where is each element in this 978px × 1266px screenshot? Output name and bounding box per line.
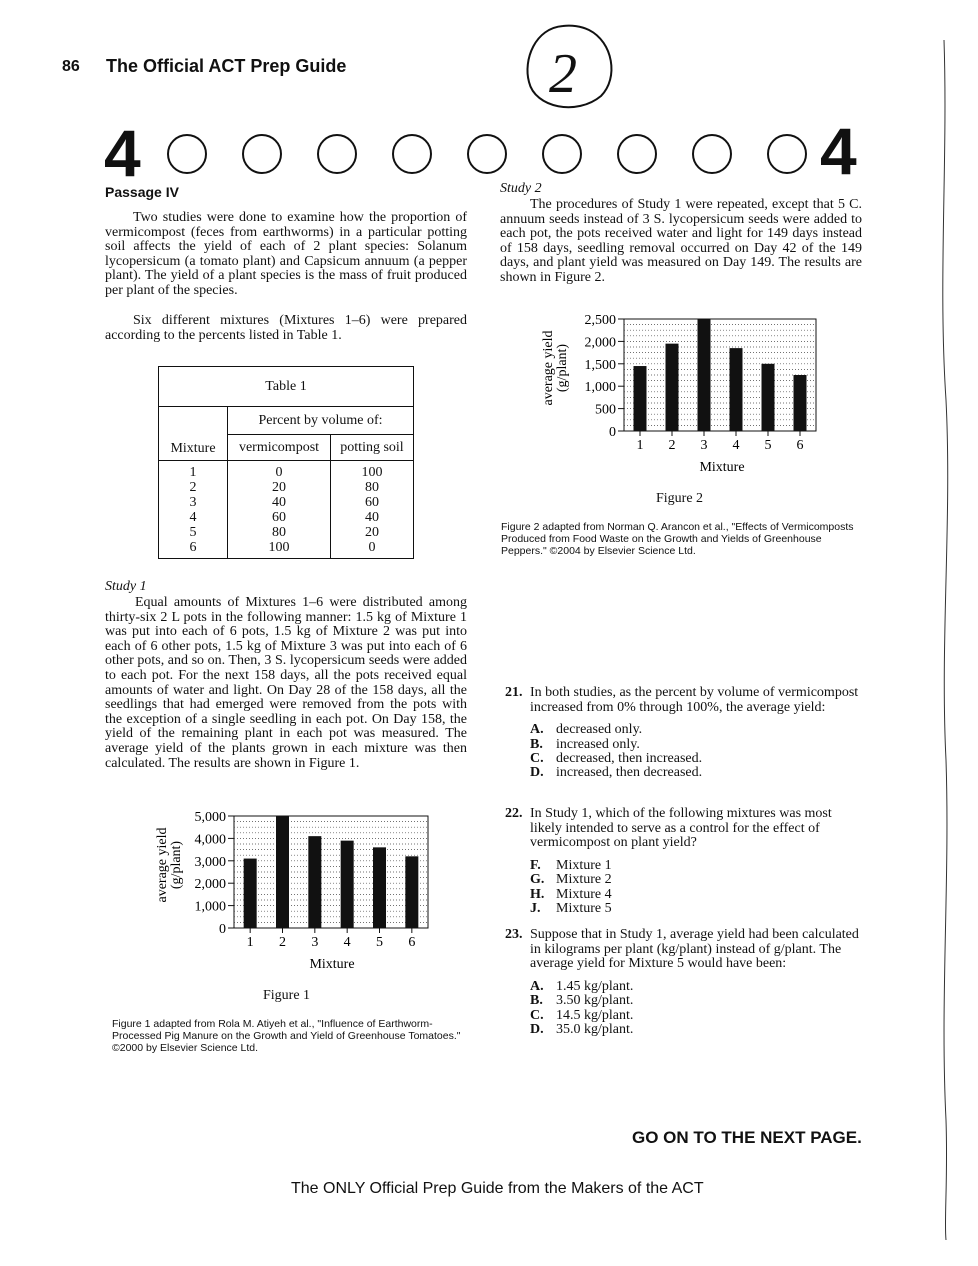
answer-option[interactable]: C. decreased, then increased. [530,751,703,766]
figure-1-bar [244,859,257,928]
figure-1-xtick-label: 1 [246,935,254,950]
figure-1-ytick-label: 2,000 [194,877,226,893]
footer-tagline: The ONLY Official Prep Guide from the Makers of the ACT [291,1180,704,1197]
figure-2-caption: Figure 2 [656,491,704,506]
figure-2-ylabel-line2: (g/plant) [555,343,570,393]
figure-1-ytick-label: 1,000 [194,899,226,915]
figure-2-ytick-label: 1,000 [584,380,616,396]
passage-heading: Passage IV [105,184,179,200]
answer-option[interactable]: H. Mixture 4 [530,886,612,902]
question-22 [500,807,866,916]
figure-2-bar [698,319,711,431]
figure-1-plot-area [195,810,429,950]
scan-edge-artifact [930,40,960,1240]
figure-1-bar [308,836,321,928]
question-22-number: 22. [505,806,523,821]
figure-1-bar [405,856,418,928]
figure-1-ylabel-line1: average yield [155,827,170,903]
page-number: 86 [62,58,80,75]
question-23 [500,928,866,1037]
go-on-notice: GO ON TO THE NEXT PAGE. [632,1128,862,1147]
section-circle [692,134,732,174]
figure-2-bar [666,344,679,431]
figure-1-bar [373,847,386,928]
passage-intro-2: Six different mixtures (Mixtures 1–6) were prepared according to the percents listed in Table 1. [105,313,467,343]
passage-intro-1: Two studies were done to examine how the proportion of vermicompost (feces from earthworms) in a particular potting soil affects the yield of each of 2 plant species: Solanum lycopersicum (a tomato plant) and Capsicum annuum (a pepper plant). The yield of a plant species is the mass of fruit produced per plant of the species. [105,210,467,298]
figure-1-ytick-label: 5,000 [194,810,226,825]
book-title: The Official ACT Prep Guide [106,56,347,76]
figure-2-xtick-label: 3 [700,438,708,453]
handwritten-digit: 2 [549,43,577,105]
figure-2-bar [794,375,807,431]
figure-2-ylabel-line1: average yield [541,330,556,406]
section-number-left: 4 [104,116,141,190]
answer-option[interactable]: B. 3.50 kg/plant. [530,993,634,1009]
figure-1-xtick-label: 2 [279,935,286,950]
figure-2-xlabel: Mixture [699,460,745,475]
study-2-heading: Study 2 [500,181,542,196]
figure-2-ytick-label: 500 [595,402,616,418]
answer-option[interactable]: D. 35.0 kg/plant. [530,1022,634,1037]
section-circle [767,134,807,174]
figure-2-xtick-label: 2 [668,438,676,453]
figure-2-xtick-label: 4 [732,438,740,453]
answer-option[interactable]: A. 1.45 kg/plant. [530,978,634,994]
answer-option[interactable]: J. Mixture 5 [530,901,612,916]
handwritten-circle-mark [515,20,625,120]
question-21-stem: In both studies, as the percent by volume of vermicompost increased from 0% through 100%, the average yield: [530,685,859,715]
figure-2-bar [730,348,743,431]
answer-option[interactable]: F. Mixture 1 [530,857,612,873]
answer-option[interactable]: D. increased, then decreased. [530,765,703,781]
figure-2-xtick-label: 6 [796,438,804,453]
answer-option[interactable]: C. 14.5 kg/plant. [530,1007,634,1023]
table-potting-soil-values: 100 80 60 40 20 0 [331,461,414,559]
figure-1-xtick-label: 3 [311,935,319,950]
figure-1-bar [341,841,354,928]
figure-1-caption: Figure 1 [263,988,311,1003]
figure-1-xlabel: Mixture [309,957,355,972]
answer-option[interactable]: G. Mixture 2 [530,872,612,888]
figure-2-xtick-label: 5 [764,438,772,453]
section-circle [467,134,507,174]
section-circle [242,134,282,174]
figure-2-bar [762,364,775,431]
figure-2-credit: Figure 2 adapted from Norman Q. Arancon et al., "Effects of Vermicomposts Produced from Food Waste on the Growth and Yields of Greenhouse Peppers." ©2004 by Elsevier Science Ltd. [501,521,854,557]
figure-2-chart [536,304,826,480]
section-circle [542,134,582,174]
figure-1-xtick-label: 6 [408,935,416,950]
question-21-number: 21. [505,685,523,700]
figure-1-ylabel-line2: (g/plant) [169,840,184,890]
table-title: Table 1 [159,367,414,407]
answer-option[interactable]: B. increased only. [530,736,640,752]
section-circle [167,134,207,174]
figure-2-ytick-label: 2,000 [584,335,616,351]
question-23-number: 23. [505,927,523,942]
section-circle [317,134,357,174]
question-22-stem: In Study 1, which of the following mixtures was most likely intended to serve as a control for the effect of vermicompost on plant yield? [530,806,832,851]
table-col-potting-soil: potting soil [331,435,414,461]
study-1-heading: Study 1 [105,579,147,594]
figure-2-bar [634,366,647,431]
figure-1-xtick-label: 5 [376,935,383,950]
figure-1-credit: Figure 1 adapted from Rola M. Atiyeh et al., "Influence of Earthworm-Processed Pig Manure on the Growth and Yield of Greenhouse Tomatoes." ©2000 by Elsevier Science Ltd. [112,1018,461,1054]
table-mixture-values: 1 2 3 4 5 6 [159,461,228,559]
question-21 [500,686,866,781]
figure-1-ytick-label: 4,000 [194,832,226,848]
figure-1-chart [150,800,440,980]
figure-1-bar [276,816,289,928]
table-col-vermicompost: vermicompost [228,435,331,461]
study-2-text: The procedures of Study 1 were repeated, except that 5 C. annuum seeds instead of 3 S. lycopersicum seeds were added to each pot, the pots received water and light for 149 days instead of 158 days, seedling removal occurred on Day 42 of the 149 days, and plant yield was measured on Day 149. The results are shown in Figure 2. [500,197,862,285]
table-1 [158,366,414,559]
answer-option[interactable]: A. decreased only. [530,722,643,738]
figure-1-ytick-label: 0 [219,922,226,937]
figure-2-ytick-label: 1,500 [584,357,616,373]
figure-2-ytick-label: 2,500 [584,313,616,328]
table-vermicompost-values: 0 20 40 60 80 100 [228,461,331,559]
section-circle [392,134,432,174]
section-circle [617,134,657,174]
figure-2-ytick-label: 0 [609,425,616,440]
table-col-mixture: Mixture [159,407,228,461]
figure-2-xtick-label: 1 [636,438,644,453]
section-number-right: 4 [820,114,857,188]
figure-2-plot-area [585,313,817,453]
table-group-header: Percent by volume of: [228,407,414,435]
figure-1-ytick-label: 3,000 [194,854,226,870]
figure-1-xtick-label: 4 [343,935,351,950]
study-1-text: Equal amounts of Mixtures 1–6 were distributed among thirty-six 2 L pots in the following manner: 1.5 kg of Mixture 1 was put into each of 6 pots, 1.5 kg of Mixture 2 was put into each of 6 other pots, 1.5 kg of Mixture 3 was put into each of 6 other pots, and so on. Then, 3 S. lycopersicum seeds were added to each pot. For the next 158 days, all the pots received equal amounts of water and light. On Day 28 of the 158 days, all the seedlings that had emerged were removed from the pots with the exception of a single seedling in each pot. On Day 158, the yield of the remaining plant in each pot was measured. The average yield of the plants grown in each mixture was then calculated. The results are shown in Figure 1. [105,595,467,771]
question-23-stem: Suppose that in Study 1, average yield had been calculated in kilograms per plant (kg/plant) instead of g/plant. The average yield for Mixture 5 would have been: [530,927,859,972]
